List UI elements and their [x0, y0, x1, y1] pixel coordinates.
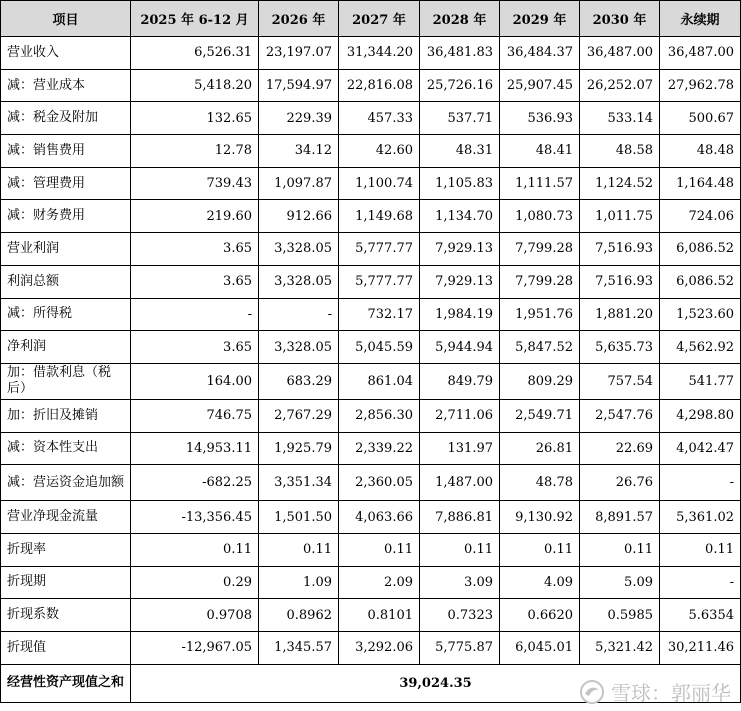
table-cell: 724.06: [660, 200, 741, 233]
table-cell: 22,816.08: [339, 69, 420, 102]
table-cell: 533.14: [580, 102, 660, 135]
table-cell: 26.76: [580, 465, 660, 501]
row-label: 营业收入: [1, 37, 131, 70]
table-row: [1, 363, 741, 399]
table-cell: 537.71: [420, 102, 500, 135]
table-cell: -: [660, 465, 741, 501]
table-cell: 861.04: [339, 363, 420, 399]
table-cell: 5,775.87: [420, 632, 500, 665]
table-cell: 5,944.94: [420, 331, 500, 364]
table-cell: 164.00: [131, 363, 259, 399]
table-cell: 457.33: [339, 102, 420, 135]
table-cell: 2.09: [339, 566, 420, 599]
table-cell: -682.25: [131, 465, 259, 501]
snowball-logo-icon: [579, 679, 605, 705]
row-label: 减：营运资金追加额: [1, 465, 131, 501]
table-cell: 5,777.77: [339, 233, 420, 266]
table-cell: 6,086.52: [660, 233, 741, 266]
table-cell: 0.29: [131, 566, 259, 599]
table-row: [1, 432, 741, 465]
table-cell: 1,011.75: [580, 200, 660, 233]
table-cell: 5,361.02: [660, 501, 741, 534]
table-cell: 0.11: [660, 533, 741, 566]
table-row: [1, 465, 741, 501]
table-cell: 1,124.52: [580, 167, 660, 200]
table-cell: 4.09: [500, 566, 580, 599]
table-cell: 2,767.29: [259, 399, 339, 432]
table-cell: 8,891.57: [580, 501, 660, 534]
table-cell: 6,045.01: [500, 632, 580, 665]
table-row: [1, 135, 741, 168]
table-cell: 2,547.76: [580, 399, 660, 432]
table-row: [1, 599, 741, 632]
table-cell: 2,549.71: [500, 399, 580, 432]
table-cell: 0.11: [420, 533, 500, 566]
table-cell: 500.67: [660, 102, 741, 135]
table-cell: 14,953.11: [131, 432, 259, 465]
table-cell: 1,881.20: [580, 298, 660, 331]
table-cell: 7,929.13: [420, 265, 500, 298]
table-cell: 26.81: [500, 432, 580, 465]
table-cell: 1,345.57: [259, 632, 339, 665]
table-row: [1, 167, 741, 200]
table-cell: 132.65: [131, 102, 259, 135]
table-cell: 22.69: [580, 432, 660, 465]
row-label: 折现系数: [1, 599, 131, 632]
table-cell: 31,344.20: [339, 37, 420, 70]
table-row: [1, 501, 741, 534]
table-row: [1, 200, 741, 233]
table-cell: 1,100.74: [339, 167, 420, 200]
table-row: [1, 298, 741, 331]
table-cell: 757.54: [580, 363, 660, 399]
table-cell: 5,045.59: [339, 331, 420, 364]
table-cell: 1,149.68: [339, 200, 420, 233]
table-cell: 4,562.92: [660, 331, 741, 364]
table-cell: -: [259, 298, 339, 331]
table-cell: 4,063.66: [339, 501, 420, 534]
table-cell: 5,321.42: [580, 632, 660, 665]
table-cell: 7,886.81: [420, 501, 500, 534]
footer-label: 经营性资产现值之和: [1, 664, 131, 702]
table-cell: 3,328.05: [259, 265, 339, 298]
row-label: 加：折旧及摊销: [1, 399, 131, 432]
row-label: 净利润: [1, 331, 131, 364]
table-cell: -12,967.05: [131, 632, 259, 665]
table-cell: 9,130.92: [500, 501, 580, 534]
table-cell: 683.29: [259, 363, 339, 399]
table-cell: 5,777.77: [339, 265, 420, 298]
table-cell: 1.09: [259, 566, 339, 599]
row-label: 减：财务费用: [1, 200, 131, 233]
table-cell: -13,356.45: [131, 501, 259, 534]
table-cell: 5.09: [580, 566, 660, 599]
header-row: [1, 1, 741, 37]
row-label: 加：借款利息（税后）: [1, 363, 131, 399]
table-cell: 0.6620: [500, 599, 580, 632]
table-cell: 23,197.07: [259, 37, 339, 70]
header-2028: 2028 年: [420, 1, 500, 37]
table-cell: -: [131, 298, 259, 331]
header-2030: 2030 年: [580, 1, 660, 37]
table-cell: 739.43: [131, 167, 259, 200]
table-cell: 0.5985: [580, 599, 660, 632]
row-label: 减：资本性支出: [1, 432, 131, 465]
table-cell: 732.17: [339, 298, 420, 331]
table-cell: 4,042.47: [660, 432, 741, 465]
table-cell: 229.39: [259, 102, 339, 135]
table-cell: 219.60: [131, 200, 259, 233]
table-cell: 36,481.83: [420, 37, 500, 70]
table-cell: 48.41: [500, 135, 580, 168]
row-label: 减：所得税: [1, 298, 131, 331]
table-cell: 1,925.79: [259, 432, 339, 465]
table-cell: 1,164.48: [660, 167, 741, 200]
table-row: [1, 632, 741, 665]
table-cell: 4,298.80: [660, 399, 741, 432]
table-cell: 7,799.28: [500, 265, 580, 298]
footer-value: 39,024.35: [131, 664, 741, 702]
table-cell: 1,487.00: [420, 465, 500, 501]
table-cell: 7,516.93: [580, 233, 660, 266]
table-cell: 2,711.06: [420, 399, 500, 432]
table-row: [1, 399, 741, 432]
table-cell: 17,594.97: [259, 69, 339, 102]
table-cell: 34.12: [259, 135, 339, 168]
table-cell: 7,799.28: [500, 233, 580, 266]
table-cell: 3,292.06: [339, 632, 420, 665]
table-cell: 0.11: [259, 533, 339, 566]
table-cell: 7,516.93: [580, 265, 660, 298]
header-2026: 2026 年: [259, 1, 339, 37]
table-cell: 3,328.05: [259, 233, 339, 266]
table-cell: 3.09: [420, 566, 500, 599]
table-cell: 7,929.13: [420, 233, 500, 266]
watermark: [579, 677, 731, 706]
table-cell: 0.11: [131, 533, 259, 566]
row-label: 折现期: [1, 566, 131, 599]
table-row: [1, 566, 741, 599]
table-cell: 1,134.70: [420, 200, 500, 233]
table-cell: 5,847.52: [500, 331, 580, 364]
table-cell: 1,501.50: [259, 501, 339, 534]
table-cell: 1,111.57: [500, 167, 580, 200]
table-cell: -: [660, 566, 741, 599]
row-label: 折现值: [1, 632, 131, 665]
table-cell: 6,086.52: [660, 265, 741, 298]
table-cell: 0.9708: [131, 599, 259, 632]
table-row: [1, 233, 741, 266]
table-cell: 0.11: [339, 533, 420, 566]
table-cell: 1,523.60: [660, 298, 741, 331]
table-cell: 26,252.07: [580, 69, 660, 102]
table-cell: 25,907.45: [500, 69, 580, 102]
table-cell: 0.8962: [259, 599, 339, 632]
table-body: [1, 37, 741, 665]
table-cell: 36,487.00: [580, 37, 660, 70]
table-cell: 0.11: [580, 533, 660, 566]
row-label: 营业利润: [1, 233, 131, 266]
table-cell: 30,211.46: [660, 632, 741, 665]
table-row: [1, 37, 741, 70]
table-cell: 541.77: [660, 363, 741, 399]
table-cell: 1,080.73: [500, 200, 580, 233]
table-cell: 42.60: [339, 135, 420, 168]
table-cell: 746.75: [131, 399, 259, 432]
table-row: [1, 533, 741, 566]
table-cell: 6,526.31: [131, 37, 259, 70]
table-cell: 3,328.05: [259, 331, 339, 364]
table-cell: 5,418.20: [131, 69, 259, 102]
table-cell: 1,105.83: [420, 167, 500, 200]
row-label: 折现率: [1, 533, 131, 566]
table-cell: 2,856.30: [339, 399, 420, 432]
table-cell: 3.65: [131, 233, 259, 266]
table-cell: 36,487.00: [660, 37, 741, 70]
row-label: 减：营业成本: [1, 69, 131, 102]
table-cell: 0.8101: [339, 599, 420, 632]
table-cell: 131.97: [420, 432, 500, 465]
table-cell: 2,339.22: [339, 432, 420, 465]
row-label: 减：管理费用: [1, 167, 131, 200]
table-cell: 25,726.16: [420, 69, 500, 102]
table-cell: 1,984.19: [420, 298, 500, 331]
table-cell: 5,635.73: [580, 331, 660, 364]
table-cell: 27,962.78: [660, 69, 741, 102]
table-cell: 3.65: [131, 331, 259, 364]
table-row: [1, 331, 741, 364]
table-cell: 5.6354: [660, 599, 741, 632]
row-label: 减：税金及附加: [1, 102, 131, 135]
table-cell: 536.93: [500, 102, 580, 135]
table-cell: 1,951.76: [500, 298, 580, 331]
table-row: [1, 265, 741, 298]
table-row: [1, 102, 741, 135]
table-cell: 849.79: [420, 363, 500, 399]
table-cell: 3.65: [131, 265, 259, 298]
table-cell: 1,097.87: [259, 167, 339, 200]
header-2025h2: 2025 年 6-12 月: [131, 1, 259, 37]
table-cell: 48.31: [420, 135, 500, 168]
table-row: [1, 69, 741, 102]
watermark-text: 雪球：郭丽华: [611, 681, 731, 705]
header-perpetual: 永续期: [660, 1, 741, 37]
header-2029: 2029 年: [500, 1, 580, 37]
table-cell: 0.7323: [420, 599, 500, 632]
table-cell: 2,360.05: [339, 465, 420, 501]
table-cell: 12.78: [131, 135, 259, 168]
table-cell: 48.58: [580, 135, 660, 168]
table-cell: 48.48: [660, 135, 741, 168]
table-cell: 912.66: [259, 200, 339, 233]
row-label: 减：销售费用: [1, 135, 131, 168]
header-item: 项目: [1, 1, 131, 37]
table-cell: 809.29: [500, 363, 580, 399]
header-2027: 2027 年: [339, 1, 420, 37]
table-cell: 3,351.34: [259, 465, 339, 501]
row-label: 营业净现金流量: [1, 501, 131, 534]
row-label: 利润总额: [1, 265, 131, 298]
table-cell: 36,484.37: [500, 37, 580, 70]
table-cell: 0.11: [500, 533, 580, 566]
table-cell: 48.78: [500, 465, 580, 501]
